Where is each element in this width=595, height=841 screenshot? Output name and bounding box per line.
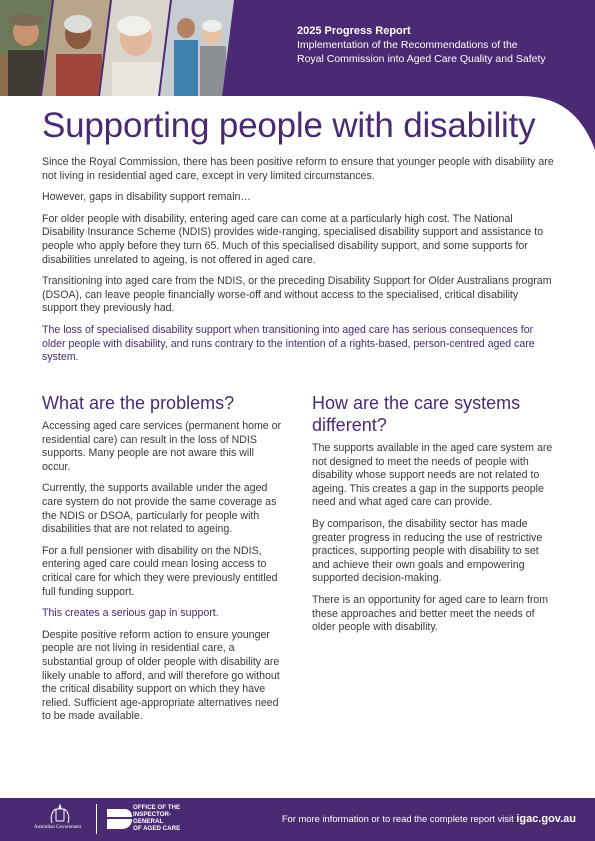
problems-paragraph-2: Currently, the supports available under the aged care system do not provide the same coverage as the NDIS or DSOA, particularly for people with disabilities that are not related to ageing. xyxy=(42,482,277,536)
report-heading xyxy=(297,24,546,66)
igac-name-line-3: GENERAL xyxy=(133,818,164,825)
problems-heading: What are the problems? xyxy=(42,393,235,413)
australian-government-label: Australian Government xyxy=(34,825,82,830)
differences-heading: How are the care systems different? xyxy=(312,393,521,435)
report-subtitle-line-1: Implementation of the Recommendations of the xyxy=(297,39,518,51)
intro-paragraph-1: Since the Royal Commission, there has been positive reform to ensure that younger people with disability are not living in residential aged care, except in very limited circumstances. xyxy=(42,156,554,182)
igac-name-line-1: OFFICE OF THE xyxy=(133,804,181,811)
page-footer xyxy=(0,798,595,841)
igac-website-link[interactable]: igac.gov.au xyxy=(516,813,576,825)
intro-highlight: The loss of specialised disability support when transitioning into aged care has serious consequences for older people with disability, and runs contrary to the intention of a rights-based, person-centred aged care system. xyxy=(42,323,535,364)
photo-carer-and-resident xyxy=(158,0,236,96)
photo-older-woman xyxy=(40,0,112,96)
header-photo-strip xyxy=(0,0,240,96)
igac-name xyxy=(133,804,180,832)
intro-paragraph-4: Transitioning into aged care from the NDIS, or the preceding Disability Support for Older Australians program (DSOA), can leave people financially worse-off and without access to the specialised, critical disability support they previously had. xyxy=(42,275,552,315)
problems-paragraph-3: For a full pensioner with disability on the NDIS, entering aged care could mean losing access to critical care for which they were previously entitled full funding support. xyxy=(42,544,278,598)
intro-paragraph-3: For older people with disability, entering aged care can come at a particularly high cost. The National Disability Insurance Scheme (NDIS) provides wide-ranging, specialised disability support and assistance to people who apply before they turn 65. Much of this specialised disability support, and some supports for disabilities unrelated to ageing, is not offered in aged care. xyxy=(42,212,544,266)
australian-coat-of-arms-icon xyxy=(30,803,90,837)
problems-paragraph-1: Accessing aged care services (permanent home or residential care) can result in the loss of NDIS supports. Many people are not aware this will occur. xyxy=(42,420,282,473)
igac-name-line-4: OF AGED CARE xyxy=(133,825,181,832)
problems-column xyxy=(42,392,282,732)
report-subtitle-line-2: Royal Commission into Aged Care Quality and Safety xyxy=(297,53,546,65)
differences-column xyxy=(312,392,554,643)
footer-divider xyxy=(96,804,97,834)
differences-paragraph-3: There is an opportunity for aged care to learn from these approaches and better meet the needs of older people with disability. xyxy=(312,593,549,634)
photo-smiling-woman xyxy=(98,0,172,96)
page-title: Supporting people with disability xyxy=(42,106,536,145)
differences-paragraph-1: The supports available in the aged care system are not designed to meet the needs of people with disability whose support needs are not related to ageing. This creates a gap in the supports people need and what aged care can provide. xyxy=(312,442,553,509)
footer-note-text: For more information or to read the complete report visit xyxy=(281,813,514,824)
intro-paragraph-2: However, gaps in disability support remain… xyxy=(42,191,252,204)
footer-note xyxy=(282,813,576,825)
igac-name-line-2: INSPECTOR- xyxy=(133,811,172,818)
intro-section xyxy=(42,156,554,373)
report-title: 2025 Progress Report xyxy=(297,25,411,37)
differences-paragraph-2: By comparison, the disability sector has made greater progress in reducing the use of restrictive practices, supporting people with disability to set and achieve their own goals and empowering supported decision-making. xyxy=(312,517,543,585)
igac-logo-icon xyxy=(104,803,134,833)
problems-paragraph-4: Despite positive reform action to ensure younger people are not living in residential care, a substantial group of older people with disability are likely unable to afford, and will therefore go without the critical disability support on which they have relied. Sufficient age-appropriate alternatives need to be made available. xyxy=(42,628,280,723)
problems-highlight: This creates a serious gap in support. xyxy=(42,607,219,620)
